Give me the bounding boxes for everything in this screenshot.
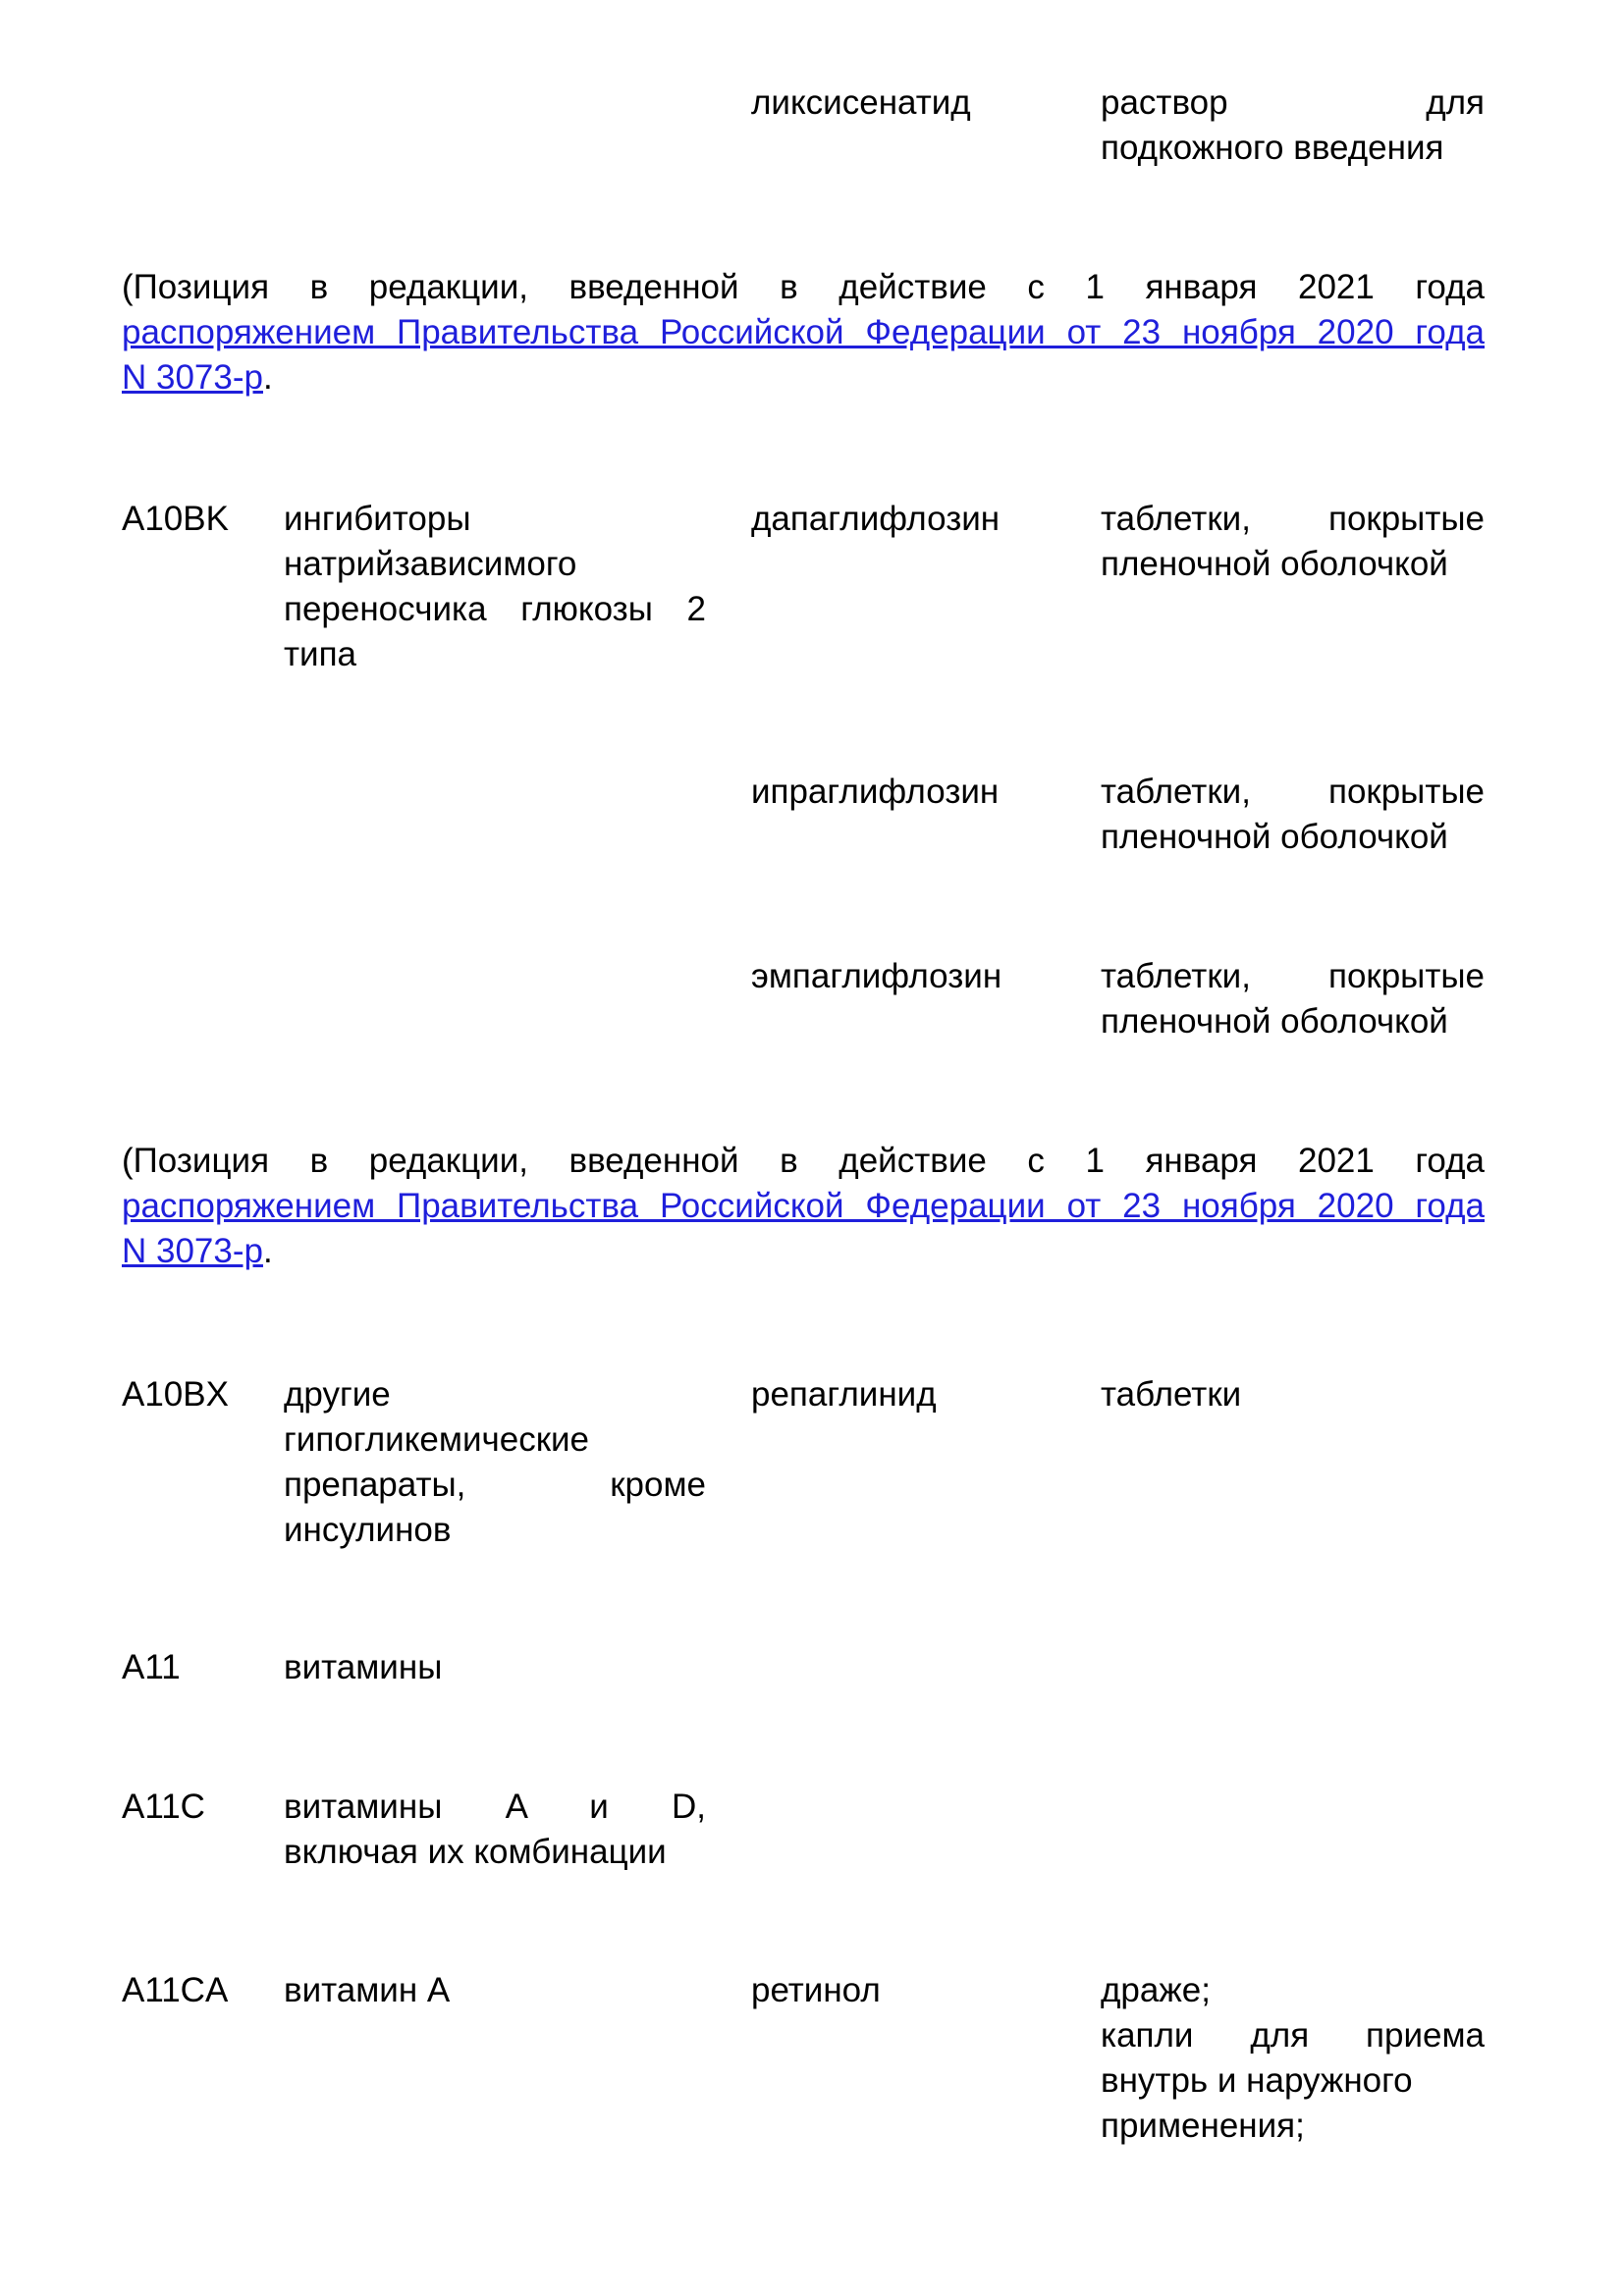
group-line: витамины [284,1648,443,1686]
group-a11ca [284,1968,706,2013]
group-line: типа [284,635,356,673]
note-text: (Позиция в редакции, введенной в действие с 1 января 2021 года [122,268,1485,306]
form-empagliflozin [1101,954,1485,1044]
group-a10bx [284,1372,706,1553]
form-line: пленочной оболочкой [1101,1002,1448,1041]
form-line: подкожного введения [1101,129,1444,167]
group-line: натрийзависимого [284,545,577,583]
regulation-link-line1[interactable]: распоряжением Правительства Российской Федерации от 23 ноября 2020 года [122,313,1485,351]
group-line: витамин A [284,1971,451,2009]
revision-note-2 [122,1139,1485,1274]
inn-ipragliflozin: ипраглифлозин [751,773,1000,811]
form-ipragliflozin [1101,770,1485,860]
atc-code-a10bk: A10BK [122,500,229,538]
atc-code-a10bx: A10BX [122,1375,229,1414]
group-line: гипогликемические [284,1420,590,1459]
group-line: другие [284,1375,391,1414]
form-line: пленочной оболочкой [1101,545,1448,583]
form-line: драже; [1101,1971,1211,2009]
group-line: ингибиторы [284,500,471,538]
form-dapagliflozin [1101,497,1485,587]
note-end: . [262,358,273,397]
form-line: внутрь и наружного [1101,2061,1413,2100]
group-line: препараты, кроме [284,1466,706,1504]
regulation-link-line1[interactable]: распоряжением Правительства Российской Федерации от 23 ноября 2020 года [122,1187,1485,1225]
atc-code-a11ca: A11CA [122,1971,229,2009]
note-text: (Позиция в редакции, введенной в действие с 1 января 2021 года [122,1142,1485,1180]
form-line: раствор для [1101,83,1485,122]
regulation-link-line2[interactable]: N 3073-р [122,358,263,397]
inn-retinol: ретинол [751,1971,881,2009]
inn-empagliflozin: эмпаглифлозин [751,957,1002,995]
group-line: включая их комбинации [284,1833,667,1871]
note-end: . [262,1232,273,1270]
inn-dapagliflozin: дапаглифлозин [751,500,1001,538]
form-line: таблетки, покрытые [1101,500,1485,538]
group-a11c [284,1785,706,1875]
form-line: таблетки, покрытые [1101,957,1485,995]
group-a10bk [284,497,706,677]
form-liksisenatid [1101,80,1485,171]
form-line: пленочной оболочкой [1101,818,1448,856]
group-a11 [284,1645,706,1690]
form-retinol [1101,1968,1485,2149]
atc-code-a11c: A11C [122,1788,205,1826]
form-line: применения; [1101,2107,1305,2145]
revision-note-1 [122,265,1485,400]
regulation-link-line2[interactable]: N 3073-р [122,1232,263,1270]
group-line: переносчика глюкозы 2 [284,590,706,628]
inn-text: ликсисенатид [751,83,971,122]
form-line: таблетки [1101,1375,1242,1414]
group-line: инсулинов [284,1511,452,1549]
inn-liksisenatid [751,80,1065,126]
form-line: капли для приема [1101,2016,1485,2055]
form-line: таблетки, покрытые [1101,773,1485,811]
form-repaglinide [1101,1372,1485,1417]
inn-repaglinide: репаглинид [751,1375,937,1414]
group-line: витамины A и D, [284,1788,706,1826]
atc-code-a11: A11 [122,1648,181,1686]
